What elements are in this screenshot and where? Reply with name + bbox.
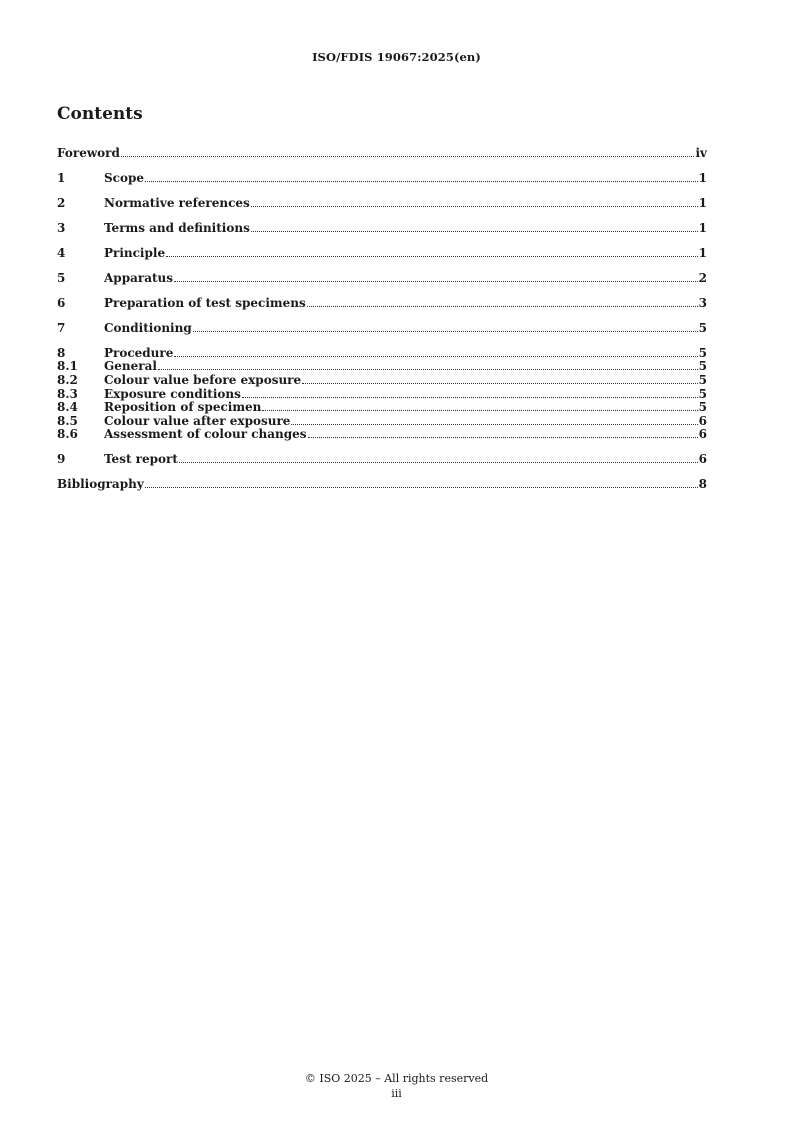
toc-leader xyxy=(262,410,697,411)
toc-entry-number: 8.4 xyxy=(57,400,78,415)
toc-entry-number: 3 xyxy=(57,220,66,235)
toc-entry-title: Apparatus xyxy=(104,270,173,285)
toc-leader xyxy=(145,487,698,488)
toc-leader xyxy=(193,331,698,332)
toc-entry-title: Test report xyxy=(104,452,178,467)
toc-entry-number: 8.2 xyxy=(57,373,78,388)
toc-leader xyxy=(145,181,698,182)
toc-entry-title: Normative references xyxy=(104,195,250,210)
contents-title: Contents xyxy=(57,104,143,124)
toc-entry-page: 6 xyxy=(698,427,707,442)
toc-leader xyxy=(308,437,698,438)
toc-entry-number: 8.6 xyxy=(57,427,78,442)
toc-leader xyxy=(166,256,698,257)
toc-entry-foreword[interactable] xyxy=(57,147,707,161)
toc-entry-page: 6 xyxy=(698,452,707,467)
toc-leader xyxy=(179,462,698,463)
toc-entry-title: Terms and definitions xyxy=(104,220,250,235)
toc-entry-number: 2 xyxy=(57,195,66,210)
toc-entry-title: Colour value before exposure xyxy=(104,373,302,388)
toc-entry-number: 1 xyxy=(57,170,66,185)
footer-copyright: © ISO 2025 – All rights reserved xyxy=(304,1072,489,1085)
toc-entry-page: iv xyxy=(695,146,707,160)
toc-leader xyxy=(302,383,698,384)
toc-entry-page: 5 xyxy=(698,359,707,374)
table-of-contents xyxy=(57,147,707,492)
header-code: ISO/FDIS 19067:2025(en) xyxy=(312,50,481,64)
toc-entry-number: 8.5 xyxy=(57,413,78,428)
toc-entry-preparation-of-test-specimens[interactable] xyxy=(57,297,707,311)
toc-leader xyxy=(291,424,697,425)
toc-entry-page: 1 xyxy=(698,245,707,260)
toc-entry-title: Preparation of test specimens xyxy=(104,295,306,310)
toc-entry-number: 4 xyxy=(57,245,66,260)
toc-entry-title: Exposure conditions xyxy=(104,386,241,401)
toc-entry-page: 1 xyxy=(698,170,707,185)
toc-entry-title: Principle xyxy=(104,245,166,260)
toc-entry-page: 5 xyxy=(698,400,707,415)
toc-entry-number: 8.3 xyxy=(57,386,78,401)
toc-leader xyxy=(251,206,698,207)
toc-entry-procedure[interactable] xyxy=(57,347,707,361)
toc-entry-number: 8.1 xyxy=(57,359,78,374)
toc-entry-page: 5 xyxy=(698,373,707,388)
toc-entry-apparatus[interactable] xyxy=(57,272,707,286)
toc-entry-page: 1 xyxy=(698,195,707,210)
toc-leader xyxy=(251,231,698,232)
toc-entry-page: 5 xyxy=(698,386,707,401)
toc-entry-title: Colour value after exposure xyxy=(104,413,291,428)
toc-leader xyxy=(158,369,698,370)
toc-entry-terms-and-definitions[interactable] xyxy=(57,222,707,236)
toc-entry-conditioning[interactable] xyxy=(57,322,707,336)
toc-leader xyxy=(121,156,695,157)
toc-entry-number: 5 xyxy=(57,270,66,285)
toc-entry-title: Foreword xyxy=(57,146,120,160)
toc-entry-title: Reposition of specimen xyxy=(104,400,262,415)
toc-entry-page: 5 xyxy=(698,345,707,360)
toc-entry-page: 6 xyxy=(698,413,707,428)
toc-entry-assessment-of-colour-changes[interactable] xyxy=(57,428,707,442)
toc-leader xyxy=(307,306,698,307)
toc-entry-general[interactable] xyxy=(57,360,707,374)
toc-entry-number: 7 xyxy=(57,320,66,335)
toc-entry-title: General xyxy=(104,359,157,374)
toc-entry-title: Procedure xyxy=(104,345,174,360)
toc-entry-exposure-conditions[interactable] xyxy=(57,388,707,402)
toc-leader xyxy=(174,281,698,282)
toc-entry-colour-value-after-exposure[interactable] xyxy=(57,415,707,429)
toc-entry-colour-value-before-exposure[interactable] xyxy=(57,374,707,388)
toc-entry-number: 9 xyxy=(57,452,66,467)
toc-entry-normative-references[interactable] xyxy=(57,197,707,211)
toc-entry-principle[interactable] xyxy=(57,247,707,261)
toc-entry-title: Scope xyxy=(104,170,145,185)
toc-entry-number: 6 xyxy=(57,295,66,310)
toc-leader xyxy=(242,397,698,398)
toc-entry-bibliography[interactable] xyxy=(57,478,707,492)
toc-entry-title: Conditioning xyxy=(104,320,192,335)
toc-entry-scope[interactable] xyxy=(57,172,707,186)
toc-entry-reposition-of-specimen[interactable] xyxy=(57,401,707,415)
toc-entry-page: 3 xyxy=(698,295,707,310)
toc-entry-title: Assessment of colour changes xyxy=(104,427,307,442)
toc-entry-title: Bibliography xyxy=(57,477,144,492)
footer-page-number: iii xyxy=(391,1087,402,1100)
toc-entry-page: 1 xyxy=(698,220,707,235)
toc-entry-page: 8 xyxy=(698,477,707,492)
toc-entry-number: 8 xyxy=(57,345,66,360)
toc-entry-page: 2 xyxy=(698,270,707,285)
toc-leader xyxy=(174,356,697,357)
toc-entry-page: 5 xyxy=(698,320,707,335)
toc-entry-test-report[interactable] xyxy=(57,453,707,467)
